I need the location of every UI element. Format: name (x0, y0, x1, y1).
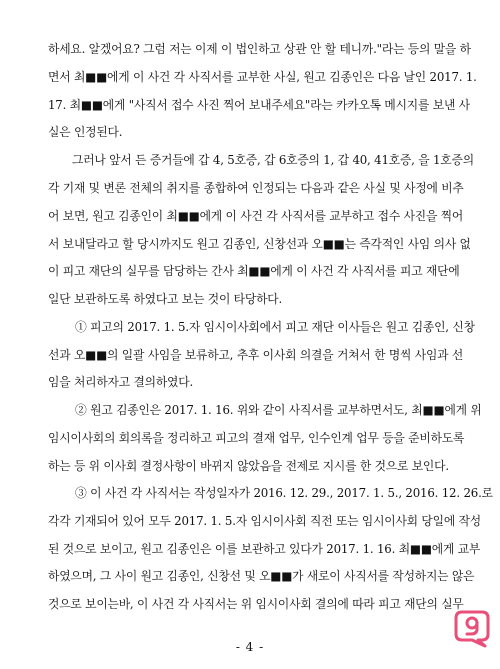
text-line: 17. 최■■에게 "사직서 접수 사진 찍어 보내주세요"라는 카카오톡 메시지를 보낸 사 (48, 98, 470, 112)
text-line: 것으로 보이는바, 이 사건 각 사직서는 위 임시이사회 결의에 따라 피고 재단의 실무 (48, 597, 464, 611)
text-line: 선과 오■■의 일괄 사임을 보류하고, 추후 이사회 의결을 거쳐서 한 명씩 사임과 선 (48, 348, 464, 362)
text-line: 그러나 앞서 든 증거들에 갑 4, 5호증, 갑 6호증의 1, 갑 40, 41호증, 을 1호증의 (72, 153, 474, 167)
text-line: 하였으며, 그 사이 원고 김종인, 신창선 및 오■■가 새로이 사직서를 작성하지는 않은 (48, 569, 475, 583)
page-number: - 4 - (235, 640, 265, 654)
text-line: 일단 보관하도록 하였다고 보는 것이 타당하다. (48, 292, 283, 306)
text-line: 각각 기재되어 있어 모두 2017. 1. 5.자 임시이사회 직전 또는 임시이사회 당일에 작성 (48, 514, 481, 528)
text-line: 임을 처리하자고 결의하였다. (48, 375, 194, 389)
text-line: 임시이사회의 회의록을 정리하고 피고의 결재 업무, 인수인계 업무 등을 준비하도록 (48, 431, 465, 445)
text-line: 실은 인정된다. (48, 125, 123, 139)
text-line: 어 보면, 원고 김종인이 최■■에게 이 사건 각 사직서를 교부하고 접수 사진을 찍어 (48, 209, 464, 223)
text-line: ① 피고의 2017. 1. 5.자 임시이사회에서 피고 재단 이사들은 원고 김종인, 신창 (75, 320, 475, 334)
text-line: 하세요. 알겠어요? 그럼 저는 이제 이 법인하고 상관 안 할 테니까."라는 등의 말을 하 (48, 42, 471, 56)
text-line: 각 기재 및 변론 전체의 취지를 종합하여 인정되는 다음과 같은 사실 및 사정에 비추 (48, 181, 464, 195)
text-line: 하는 등 위 이사회 결정사항이 바뀌지 않았음을 전제로 지시를 한 것으로 보인다. (48, 459, 449, 473)
text-line: 면서 최■■에게 이 사건 각 사직서를 교부한 사실, 원고 김종인은 다음 날인 2017. 1. (48, 70, 477, 84)
text-line: 된 것으로 보이고, 원고 김종인은 이를 보관하고 있다가 2017. 1. 16. 최■■에게 교부 (48, 542, 481, 556)
text-line: ② 원고 김종인은 2017. 1. 16. 위와 같이 사직서를 교부하면서도, 최■■에게 위 (75, 403, 482, 417)
text-line: 서 보내달라고 할 당시까지도 원고 김종인, 신창선과 오■■는 즉각적인 사임 의사 없 (48, 237, 471, 251)
speech-bubble-g-icon (452, 608, 492, 648)
text-line: 이 피고 재단의 실무를 담당하는 간사 최■■에게 이 사건 각 사직서를 피고 재단에 (48, 264, 460, 278)
text-line: ③ 이 사건 각 사직서는 작성일자가 2016. 12. 29., 2017. 1. 5., 2016. 12. 26.로 (75, 486, 493, 500)
